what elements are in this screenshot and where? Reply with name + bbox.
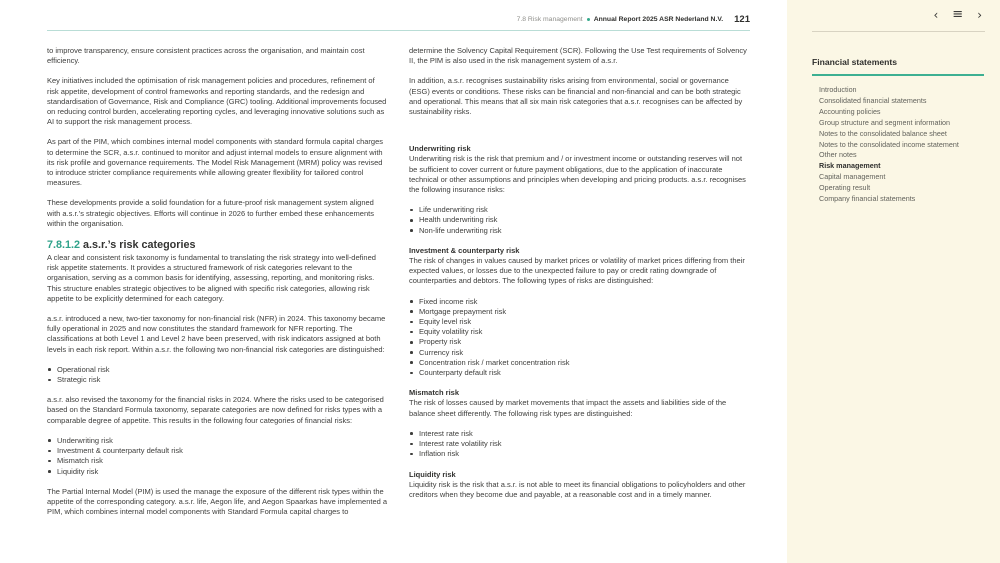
bullet-list — [47, 365, 388, 385]
bullet-item: Interest rate volatility risk — [409, 439, 750, 449]
breadcrumb-separator-dot-icon — [587, 18, 590, 21]
bullet-item: Equity volatility risk — [409, 327, 750, 337]
document-body — [47, 46, 750, 527]
paragraph: Key initiatives included the optimisation of risk management policies and procedures, refinement of risk appetite, development of control frameworks and reporting standards, and the redesign and standardisation of Governance, Risk and Compliance (GRC) tooling. Additional improvements focused on reducing control burden, accelerating reporting cycles, and leveraging innovative solutions such as AI to support the risk management process. — [47, 76, 387, 127]
bullet-item: Property risk — [409, 337, 750, 347]
bullet-item: Counterparty default risk — [409, 368, 750, 378]
sidebar-title-underline — [812, 74, 984, 76]
bullet-item: Concentration risk / market concentration risk — [409, 358, 750, 368]
bullet-item: Operational risk — [47, 365, 388, 375]
sidebar-top-divider — [812, 31, 985, 32]
bullet-item: Health underwriting risk — [409, 215, 750, 225]
bullet-item: Life underwriting risk — [409, 205, 750, 215]
sidebar-item[interactable]: Consolidated financial statements — [819, 95, 927, 105]
sidebar-nav-list — [819, 85, 990, 205]
paragraph: Liquidity risk is the risk that a.s.r. is not able to meet its financial obligations to policyholders and other creditors when they become due and payable, at a reasonable cost and in a timely manner. — [409, 479, 746, 499]
bullet-item: Interest rate risk — [409, 429, 750, 439]
paragraph: The risk of changes in values caused by market prices or volatility of market prices differing from their expected values, or losses due to the unexpected failure to pay or credit rating downgrade of counterparties and debtors. The following types of risks are distinguished: — [409, 256, 745, 286]
bullet-item: Inflation risk — [409, 449, 750, 459]
sidebar-item[interactable]: Group structure and segment information — [819, 117, 951, 127]
subsection-heading: Underwriting risk — [409, 144, 471, 154]
sidebar-item[interactable]: Accounting policies — [819, 106, 881, 116]
sidebar-item[interactable]: Company financial statements — [819, 194, 916, 204]
bullet-list — [409, 297, 750, 379]
paragraph: to improve transparency, ensure consistent practices across the organisation, and maintain cost efficiency. — [47, 46, 365, 66]
paragraph: These developments provide a solid foundation for a future-proof risk management system aligned with a.s.r.’s strategic objectives. Efforts will continue in 2026 to further embed these enhancements within the organisation. — [47, 198, 374, 228]
paragraph: The Partial Internal Model (PIM) is used the manage the exposure of the different risk types within the appetite of the corresponding category. a.s.r. life, Aegon life, and Aegon Spaarkas have implemented a PIM, which combines internal model components with Standard Formula capital charges to — [47, 486, 388, 517]
subsection-heading: Investment & counterparty risk — [409, 245, 520, 255]
breadcrumb-report-title: Annual Report 2025 ASR Nederland N.V. — [593, 15, 724, 23]
sidebar-item[interactable]: Operating result — [819, 183, 871, 193]
paragraph: Underwriting risk is the risk that premium and / or investment income or outstanding reserves will not be sufficient to cover current or future payment obligations, due to the application of inaccurate technical or other assumptions and principles when developing and pricing products. a.s.r. recognises the following insurance risks: — [409, 154, 746, 195]
sidebar-item[interactable]: Risk management — [819, 161, 881, 171]
section-title: a.s.r.’s risk categories — [83, 239, 196, 252]
page-header — [47, 12, 750, 26]
paragraph: a.s.r. introduced a new, two-tier taxonomy for non-financial risk (NFR) in 2024. This taxonomy became fully operational in 2025 and now constitutes the standard framework for NFR reporting. The classifications at both Level 1 and Level 2 have been preserved, with risk indicators assigned at both levels in each risk report. Within a.s.r. the following two non-financial risk categories are distinguished: — [47, 314, 386, 354]
paragraph: a.s.r. also revised the taxonomy for the financial risks in 2024. Where the risks used to be categorised based on the Standard Formula taxonomy, separate categories are now defined for risks types with a comparable degree of appetite. This results in the following four categories of financial risks: — [47, 395, 384, 425]
spacer — [409, 127, 750, 139]
bullet-item: Mortgage prepayment risk — [409, 307, 750, 317]
paragraph: In addition, a.s.r. recognises sustainability risks arising from environmental, social or governance (ESG) events or conditions. These risks can be financial and non-financial and can be both strategic and operational. This means that all six main risk categories that a.s.r. recognises can be affected by sustainability risks. — [409, 76, 743, 117]
bullet-item: Investment & counterparty default risk — [47, 446, 388, 456]
bullet-item: Underwriting risk — [47, 436, 388, 446]
bullet-item: Non-life underwriting risk — [409, 226, 750, 236]
sidebar-item[interactable]: Notes to the consolidated balance sheet — [819, 128, 947, 138]
subsection-heading: Liquidity risk — [409, 469, 456, 479]
menu-icon[interactable]: ≡ — [950, 5, 965, 25]
bullet-item: Currency risk — [409, 348, 750, 358]
section-number: 7.8.1.2 — [47, 239, 81, 252]
paragraph: The risk of losses caused by market movements that impact the assets and liabilities side of the balance sheet differently. The following risk types are distinguished: — [409, 398, 727, 418]
sidebar-title: Financial statements — [812, 57, 898, 67]
previous-page-icon[interactable]: ‹ — [931, 5, 940, 25]
next-page-icon[interactable]: › — [975, 5, 984, 25]
sidebar-item[interactable]: Introduction — [819, 85, 857, 94]
bullet-list — [409, 429, 750, 460]
paragraph: determine the Solvency Capital Requirement (SCR). Following the Use Test requirements of Solvency II, the PIM is also used in the risk management system of a.s.r. — [409, 46, 747, 66]
breadcrumb-section: 7.8 Risk management — [516, 15, 583, 23]
left-column — [47, 46, 388, 527]
paragraph: A clear and consistent risk taxonomy is fundamental to translating the risk strategy into well-defined risk appetite statements. It provides a structured framework of risk categories relevant to the organisation, serving as a common basis for identifying, assessing, reporting, and monitoring risks. This structure enables strategic objectives to be aligned with specific risk categories, allowing risk appetite to be explicitly determined for each category. — [47, 253, 376, 303]
right-column — [409, 46, 750, 527]
bullet-list — [47, 436, 388, 477]
page-number: 121 — [734, 13, 750, 25]
bullet-list — [409, 205, 750, 236]
sidebar-item[interactable]: Capital management — [819, 172, 886, 182]
subsection-heading: Mismatch risk — [409, 388, 460, 398]
viewer-controls — [931, 5, 984, 25]
bullet-item: Strategic risk — [47, 375, 388, 385]
navigation-sidebar — [787, 0, 1000, 563]
bullet-item: Liquidity risk — [47, 467, 388, 477]
bullet-item: Mismatch risk — [47, 456, 388, 466]
paragraph: As part of the PIM, which combines internal model components with standard formula capital charges to determine the SCR, a.s.r. continued to monitor and adjust internal models to ensure alignment with its risk profile and governance requirements. The Model Risk Management (MRM) policy was revised to introduce stricter compliance requirements while allowing greater flexibility for tailored control measures. — [47, 137, 383, 188]
bullet-item: Fixed income risk — [409, 297, 750, 307]
section-heading — [47, 239, 388, 252]
header-divider — [47, 30, 750, 31]
sidebar-item[interactable]: Notes to the consolidated income statement — [819, 139, 959, 149]
bullet-item: Equity level risk — [409, 317, 750, 327]
sidebar-item[interactable]: Other notes — [819, 150, 857, 160]
